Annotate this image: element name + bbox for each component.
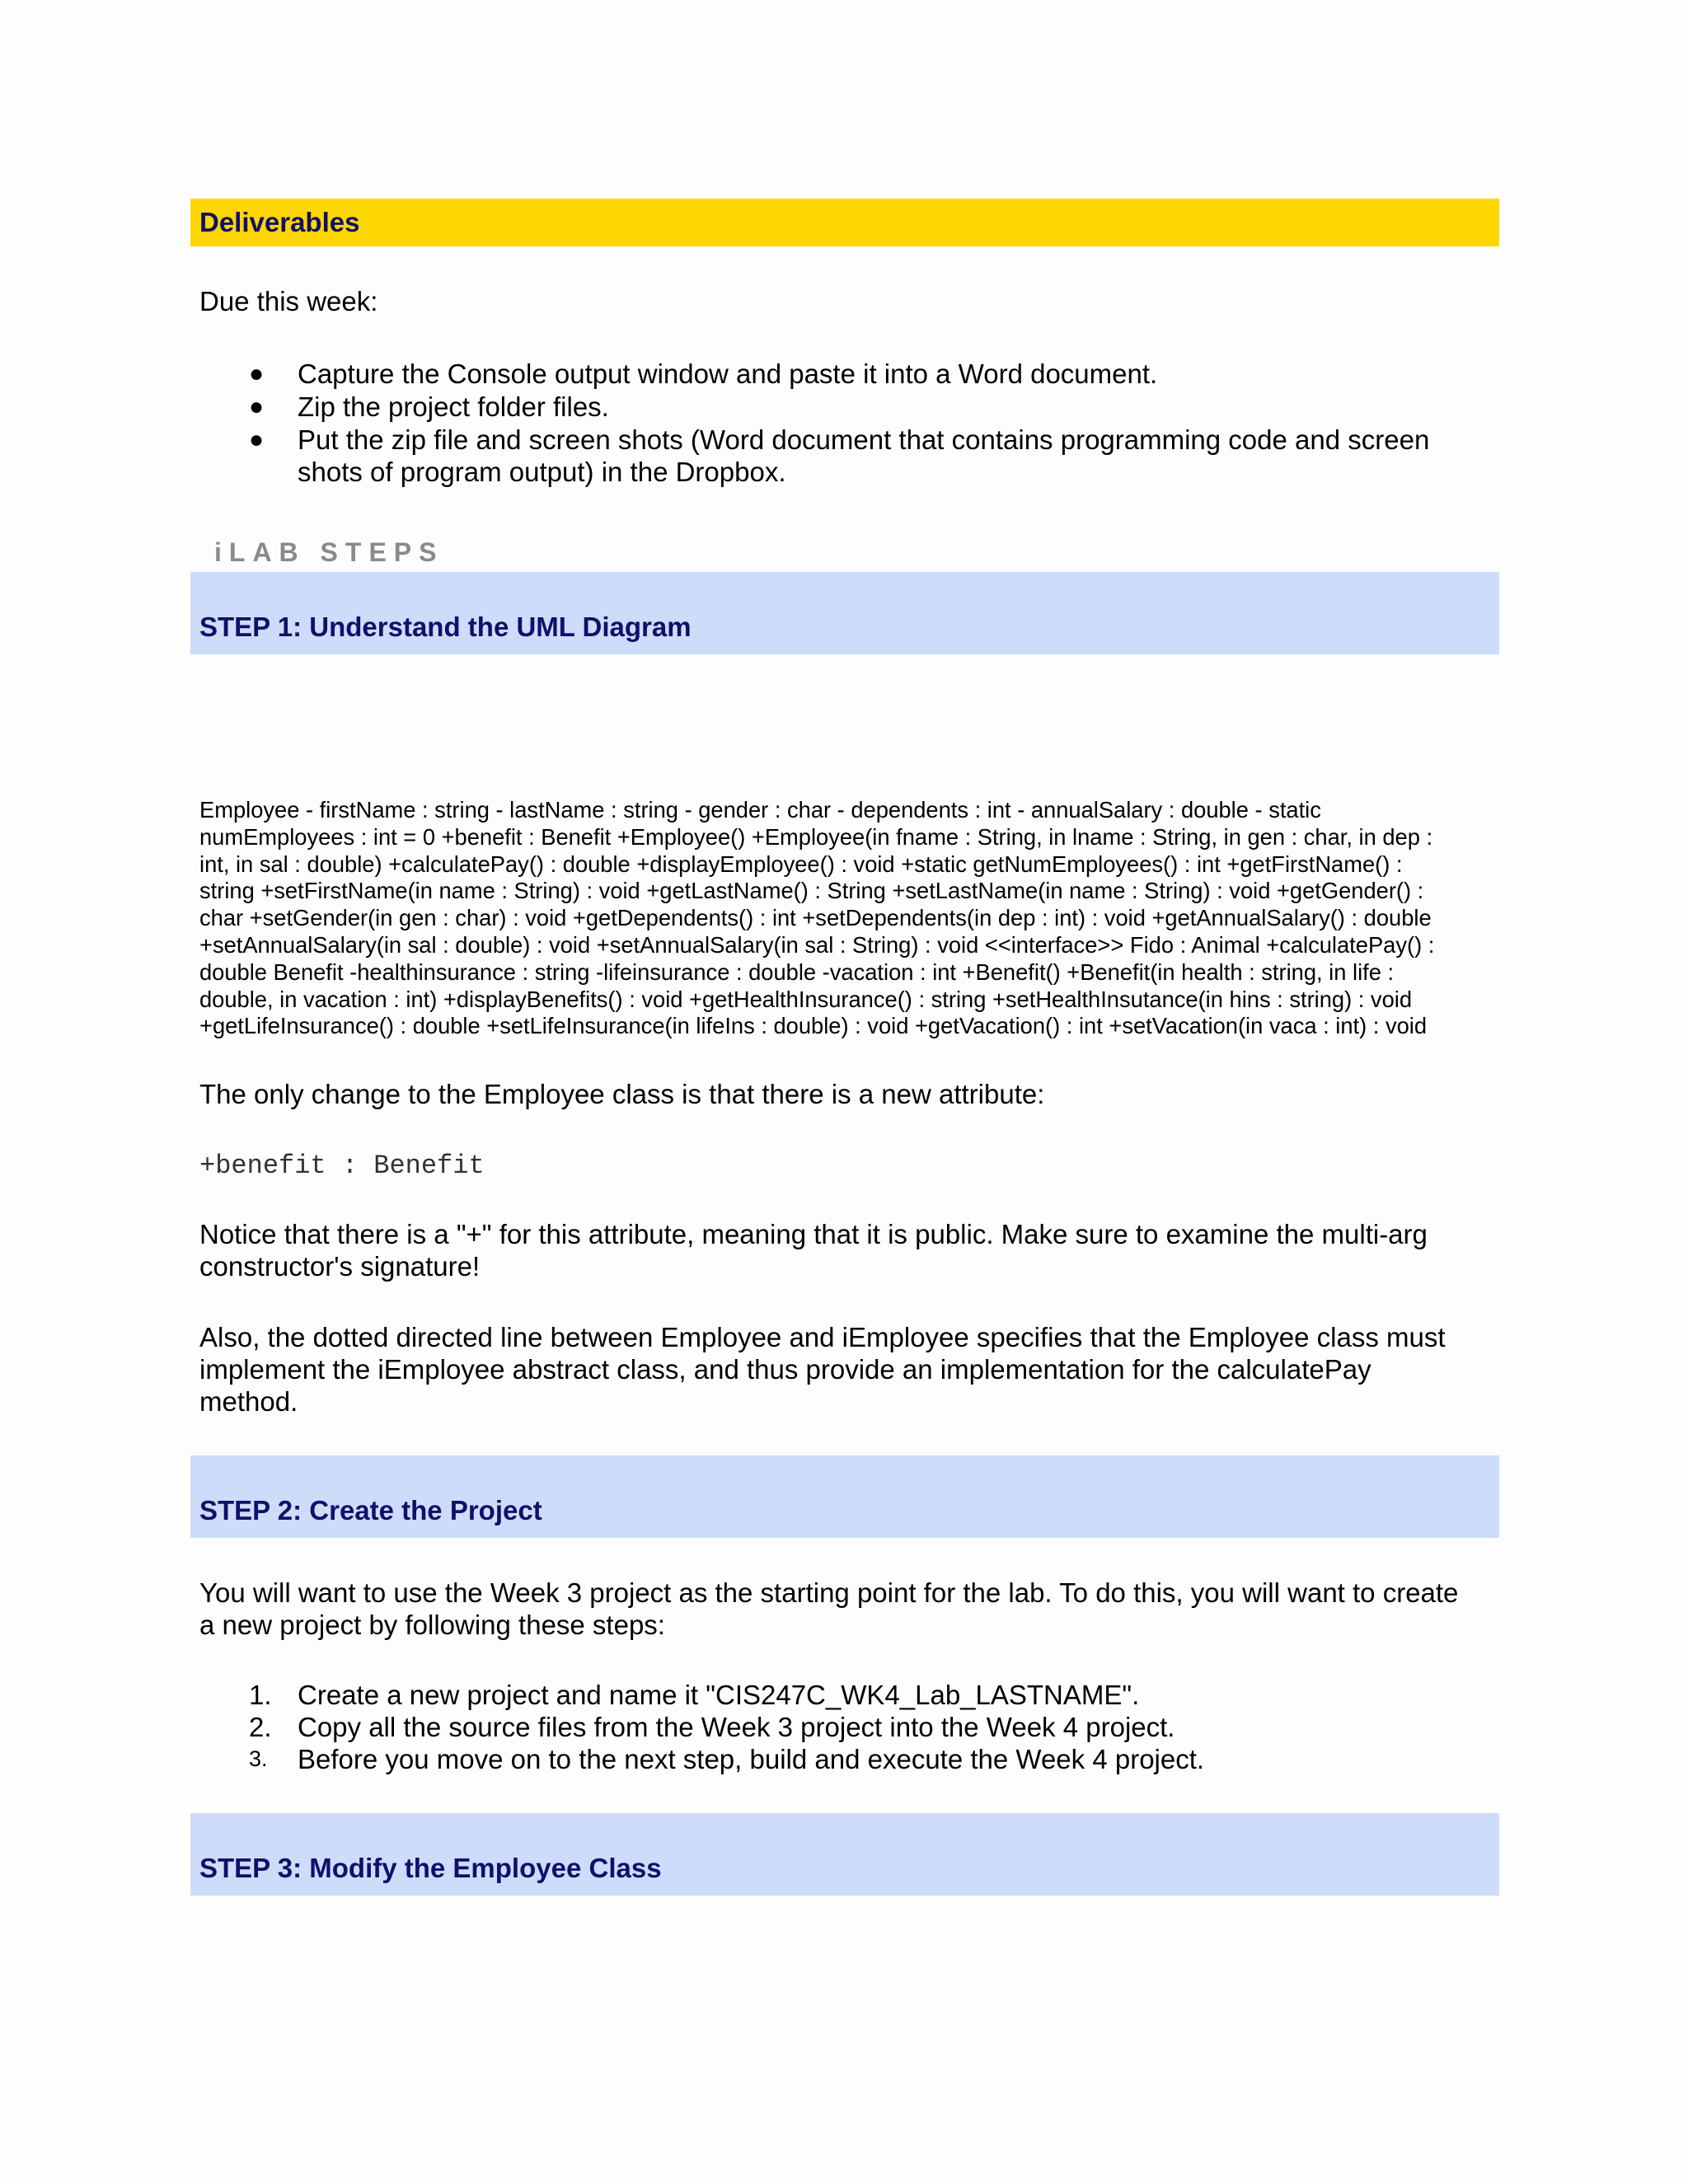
uml-line: string +setFirstName(in name : String) : void +getLastName() : String +setLastName(in name : String) : void +getGender() : <box>199 878 1424 904</box>
step1-heading: STEP 1: Understand the UML Diagram <box>190 572 1499 654</box>
step2-intro: You will want to use the Week 3 project as the starting point for the lab. To do this, you will want to create a new project by following these steps: <box>199 1577 1459 1640</box>
deliverables-heading: Deliverables <box>190 199 1499 246</box>
list-item: 3. Before you move on to the next step, build and execute the Week 4 project. <box>249 1744 1205 1774</box>
uml-line: numEmployees : int = 0 +benefit : Benefit +Employee() +Employee(in fname : String, in lname : String, in gen : char, in dep : <box>199 823 1433 850</box>
notice-paragraph: Notice that there is a "+" for this attribute, meaning that it is public. Make sure to examine the multi-arg constructor's signature! <box>199 1219 1428 1282</box>
list-item: 2. Copy all the source files from the Week 3 project into the Week 4 project. <box>249 1712 1175 1742</box>
uml-line: int, in sal : double) +calculatePay() : double +displayEmployee() : void +static getNumEmployees() : int +getFirstName() : <box>199 851 1403 877</box>
attribute-code: +benefit : Benefit <box>199 1151 485 1181</box>
uml-line: +getLifeInsurance() : double +setLifeInsurance(in lifeIns : double) : void +getVacation() : int +setVacation(in vaca : int) : void <box>199 1013 1428 1039</box>
ilab-steps-label: iLAB STEPS <box>214 537 444 567</box>
also-paragraph: Also, the dotted directed line between Employee and iEmployee specifies that the Employee class must implement the iEmployee abstract class, and thus provide an implementation for the calculatePay method. <box>199 1322 1446 1417</box>
step2-list <box>199 1679 1493 1775</box>
step2-heading: STEP 2: Create the Project <box>190 1455 1499 1538</box>
list-number: 2. <box>249 1712 272 1742</box>
uml-diagram-text <box>199 797 1495 1040</box>
uml-line: char +setGender(in gen : char) : void +getDependents() : int +setDependents(in dep : int) : void +getAnnualSalary() : double <box>199 905 1432 931</box>
list-item: ● Zip the project folder files. <box>249 391 609 422</box>
list-number: 1. <box>249 1680 272 1710</box>
deliverables-list <box>199 358 1493 488</box>
uml-line: +setAnnualSalary(in sal : double) : void +setAnnualSalary(in sal : String) : void <<interface>> Fido : Animal +calculatePay() : <box>199 931 1435 958</box>
uml-line: double Benefit -healthinsurance : string -lifeinsurance : double -vacation : int +Benefit() +Benefit(in health : string, in life : <box>199 958 1395 985</box>
uml-line: Employee - firstName : string - lastName : string - gender : char - dependents : int - annualSalary : double - static <box>199 797 1321 823</box>
list-item: 1. Create a new project and name it "CIS247C_WK4_Lab_LASTNAME". <box>249 1680 1140 1710</box>
list-number: 3. <box>249 1746 268 1771</box>
bullet-icon: ● <box>249 426 265 453</box>
list-item: ● Capture the Console output window and paste it into a Word document. <box>249 359 1158 389</box>
step3-heading: STEP 3: Modify the Employee Class <box>190 1813 1499 1896</box>
change-text: The only change to the Employee class is that there is a new attribute: <box>199 1079 1045 1109</box>
list-item: ● Put the zip file and screen shots (Word document that contains programming code and screen shots of program output) in the Dropbox. <box>249 424 1430 487</box>
uml-line: double, in vacation : int) +displayBenefits() : void +getHealthInsurance() : string +setHealthInsutance(in hins : string) : void <box>199 986 1413 1012</box>
due-text: Due this week: <box>199 286 378 316</box>
bullet-icon: ● <box>249 393 265 420</box>
bullet-icon: ● <box>249 360 265 387</box>
